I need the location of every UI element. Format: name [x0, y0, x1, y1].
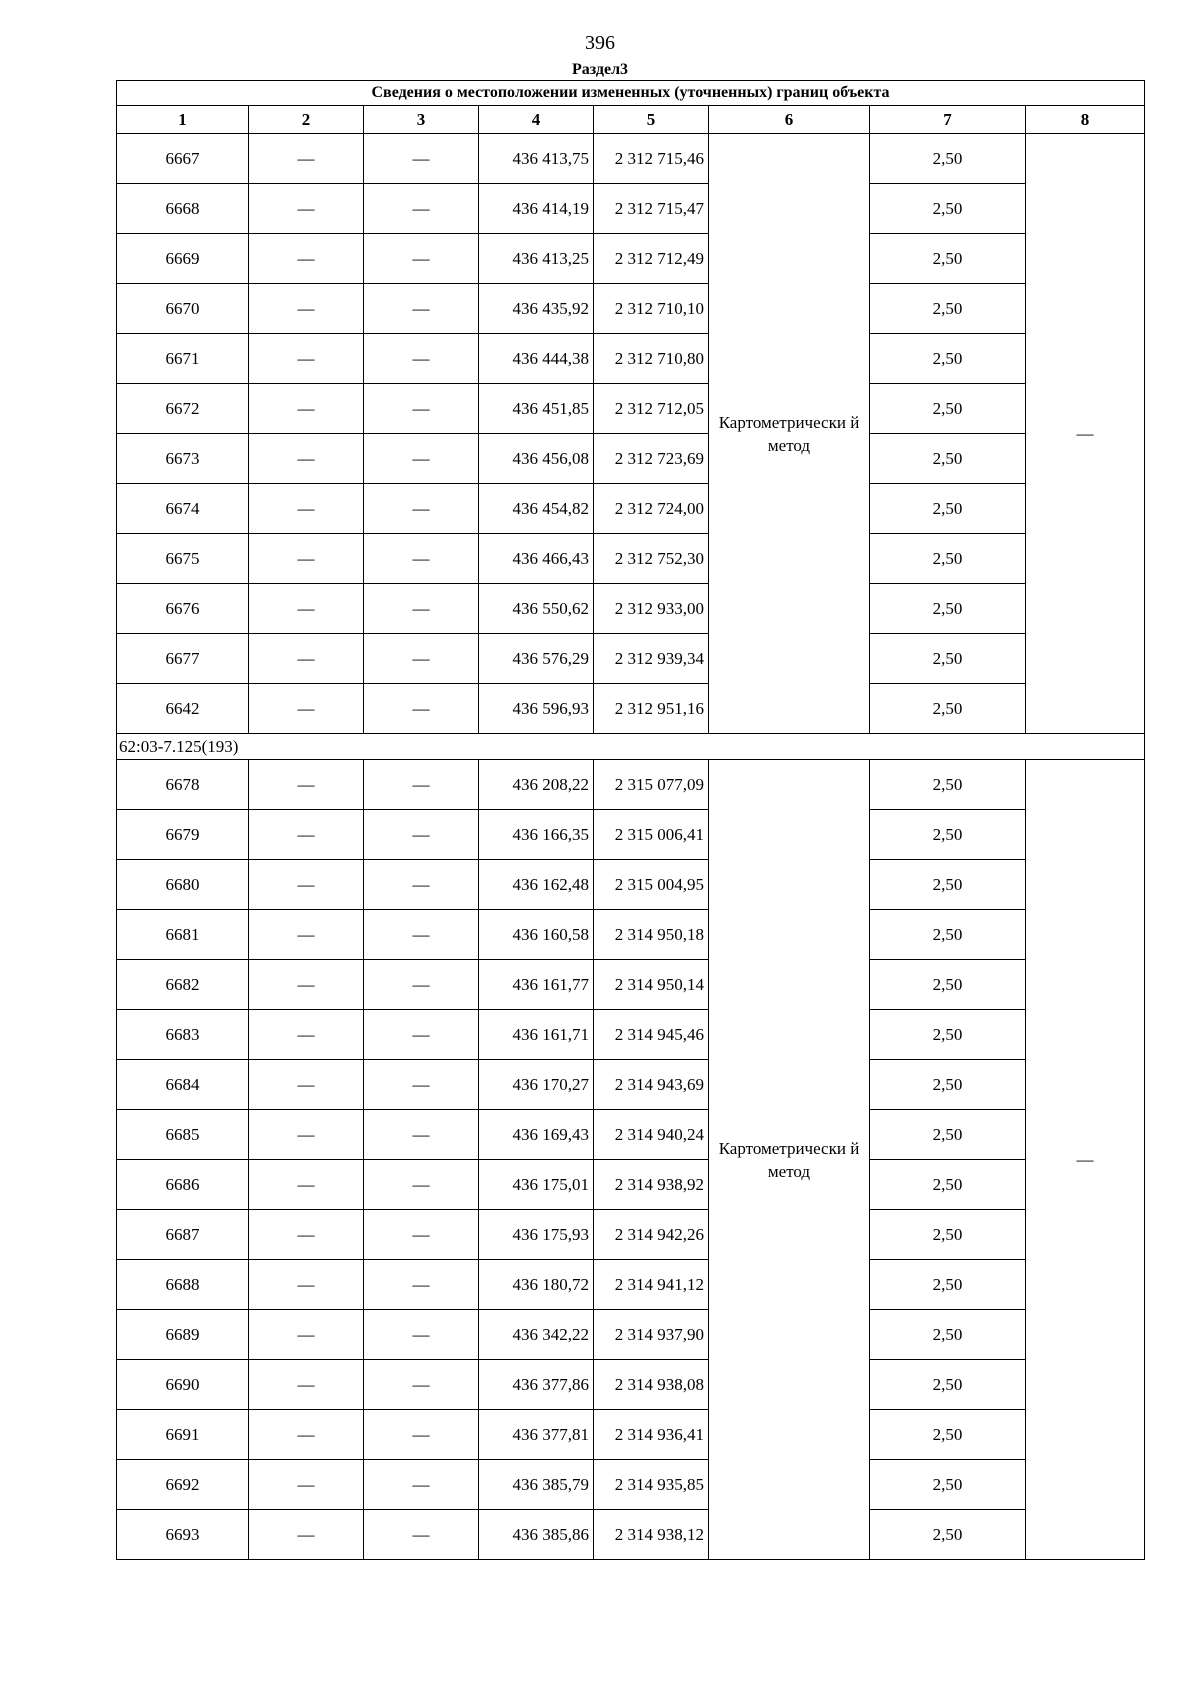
- parcel-label: 62:03-7.125(193): [117, 734, 1145, 760]
- point-number-cell: 6691: [117, 1410, 249, 1460]
- x-coordinate-cell: 436 451,85: [479, 384, 594, 434]
- accuracy-cell: 2,50: [870, 1310, 1026, 1360]
- column-2-cell: —: [249, 484, 364, 534]
- column-2-cell: —: [249, 1060, 364, 1110]
- x-coordinate-cell: 436 596,93: [479, 684, 594, 734]
- accuracy-cell: 2,50: [870, 910, 1026, 960]
- page-number: 396: [585, 32, 615, 54]
- x-coordinate-cell: 436 413,25: [479, 234, 594, 284]
- accuracy-cell: 2,50: [870, 1210, 1026, 1260]
- column-2-cell: —: [249, 434, 364, 484]
- accuracy-cell: 2,50: [870, 1410, 1026, 1460]
- accuracy-cell: 2,50: [870, 134, 1026, 184]
- y-coordinate-cell: 2 314 938,12: [594, 1510, 709, 1560]
- column-2-cell: —: [249, 1110, 364, 1160]
- column-2-cell: —: [249, 1160, 364, 1210]
- column-2-cell: —: [249, 1410, 364, 1460]
- table-row: [117, 1510, 1145, 1560]
- column-3-cell: —: [364, 860, 479, 910]
- column-2-cell: —: [249, 810, 364, 860]
- column-3-cell: —: [364, 334, 479, 384]
- x-coordinate-cell: 436 166,35: [479, 810, 594, 860]
- y-coordinate-cell: 2 314 950,18: [594, 910, 709, 960]
- accuracy-cell: 2,50: [870, 284, 1026, 334]
- y-coordinate-cell: 2 314 938,92: [594, 1160, 709, 1210]
- point-number-cell: 6686: [117, 1160, 249, 1210]
- accuracy-cell: 2,50: [870, 484, 1026, 534]
- table-body: [117, 81, 1145, 1560]
- table-row: [117, 810, 1145, 860]
- y-coordinate-cell: 2 315 004,95: [594, 860, 709, 910]
- y-coordinate-cell: 2 314 936,41: [594, 1410, 709, 1460]
- x-coordinate-cell: 436 576,29: [479, 634, 594, 684]
- y-coordinate-cell: 2 314 941,12: [594, 1260, 709, 1310]
- y-coordinate-cell: 2 312 933,00: [594, 584, 709, 634]
- table-caption-row: [117, 81, 1145, 106]
- column-number: 4: [479, 106, 594, 134]
- point-number-cell: 6693: [117, 1510, 249, 1560]
- point-number-cell: 6684: [117, 1060, 249, 1110]
- x-coordinate-cell: 436 377,81: [479, 1410, 594, 1460]
- column-3-cell: —: [364, 1060, 479, 1110]
- accuracy-cell: 2,50: [870, 1160, 1026, 1210]
- column-2-cell: —: [249, 134, 364, 184]
- y-coordinate-cell: 2 314 935,85: [594, 1460, 709, 1510]
- x-coordinate-cell: 436 175,01: [479, 1160, 594, 1210]
- point-number-cell: 6679: [117, 810, 249, 860]
- x-coordinate-cell: 436 550,62: [479, 584, 594, 634]
- y-coordinate-cell: 2 314 942,26: [594, 1210, 709, 1260]
- accuracy-cell: 2,50: [870, 810, 1026, 860]
- column-3-cell: —: [364, 1010, 479, 1060]
- point-number-cell: 6672: [117, 384, 249, 434]
- column-number-row: [117, 106, 1145, 134]
- accuracy-cell: 2,50: [870, 584, 1026, 634]
- column-3-cell: —: [364, 384, 479, 434]
- accuracy-cell: 2,50: [870, 1510, 1026, 1560]
- y-coordinate-cell: 2 314 937,90: [594, 1310, 709, 1360]
- column-3-cell: —: [364, 634, 479, 684]
- point-number-cell: 6677: [117, 634, 249, 684]
- y-coordinate-cell: 2 312 715,46: [594, 134, 709, 184]
- column-3-cell: —: [364, 534, 479, 584]
- y-coordinate-cell: 2 312 752,30: [594, 534, 709, 584]
- y-coordinate-cell: 2 312 724,00: [594, 484, 709, 534]
- table-row: [117, 860, 1145, 910]
- y-coordinate-cell: 2 314 940,24: [594, 1110, 709, 1160]
- point-number-cell: 6689: [117, 1310, 249, 1360]
- point-number-cell: 6671: [117, 334, 249, 384]
- x-coordinate-cell: 436 454,82: [479, 484, 594, 534]
- table-row: [117, 234, 1145, 284]
- x-coordinate-cell: 436 377,86: [479, 1360, 594, 1410]
- accuracy-cell: 2,50: [870, 334, 1026, 384]
- column-2-cell: —: [249, 960, 364, 1010]
- column-number: 6: [709, 106, 870, 134]
- accuracy-cell: 2,50: [870, 1260, 1026, 1310]
- column-number: 3: [364, 106, 479, 134]
- x-coordinate-cell: 436 385,86: [479, 1510, 594, 1560]
- column-3-cell: —: [364, 184, 479, 234]
- column-3-cell: —: [364, 284, 479, 334]
- accuracy-cell: 2,50: [870, 1110, 1026, 1160]
- column-number: 2: [249, 106, 364, 134]
- column-3-cell: —: [364, 960, 479, 1010]
- x-coordinate-cell: 436 162,48: [479, 860, 594, 910]
- y-coordinate-cell: 2 312 951,16: [594, 684, 709, 734]
- x-coordinate-cell: 436 444,38: [479, 334, 594, 384]
- accuracy-cell: 2,50: [870, 184, 1026, 234]
- table-row: [117, 284, 1145, 334]
- x-coordinate-cell: 436 456,08: [479, 434, 594, 484]
- accuracy-cell: 2,50: [870, 384, 1026, 434]
- table-row: [117, 760, 1145, 810]
- table-row: [117, 584, 1145, 634]
- section-title: Раздел3: [571, 61, 629, 78]
- column-3-cell: —: [364, 1510, 479, 1560]
- column-2-cell: —: [249, 1510, 364, 1560]
- column-3-cell: —: [364, 1110, 479, 1160]
- x-coordinate-cell: 436 342,22: [479, 1310, 594, 1360]
- x-coordinate-cell: 436 435,92: [479, 284, 594, 334]
- point-number-cell: 6690: [117, 1360, 249, 1410]
- table-row: [117, 1260, 1145, 1310]
- table-row: [117, 960, 1145, 1010]
- column-2-cell: —: [249, 860, 364, 910]
- x-coordinate-cell: 436 466,43: [479, 534, 594, 584]
- column-2-cell: —: [249, 910, 364, 960]
- point-number-cell: 6687: [117, 1210, 249, 1260]
- table-row: [117, 910, 1145, 960]
- accuracy-cell: 2,50: [870, 1010, 1026, 1060]
- table-row: [117, 434, 1145, 484]
- point-number-cell: 6670: [117, 284, 249, 334]
- point-number-cell: 6642: [117, 684, 249, 734]
- x-coordinate-cell: 436 175,93: [479, 1210, 594, 1260]
- point-number-cell: 6683: [117, 1010, 249, 1060]
- table-row: [117, 534, 1145, 584]
- point-number-cell: 6669: [117, 234, 249, 284]
- column-3-cell: —: [364, 760, 479, 810]
- table-row: [117, 184, 1145, 234]
- table-row: [117, 1010, 1145, 1060]
- column-8-cell: —: [1026, 760, 1145, 1560]
- y-coordinate-cell: 2 312 723,69: [594, 434, 709, 484]
- x-coordinate-cell: 436 413,75: [479, 134, 594, 184]
- x-coordinate-cell: 436 414,19: [479, 184, 594, 234]
- column-3-cell: —: [364, 1210, 479, 1260]
- point-number-cell: 6685: [117, 1110, 249, 1160]
- column-2-cell: —: [249, 234, 364, 284]
- column-number: 1: [117, 106, 249, 134]
- column-3-cell: —: [364, 234, 479, 284]
- column-2-cell: —: [249, 334, 364, 384]
- x-coordinate-cell: 436 160,58: [479, 910, 594, 960]
- y-coordinate-cell: 2 315 077,09: [594, 760, 709, 810]
- point-number-cell: 6674: [117, 484, 249, 534]
- table-row: [117, 634, 1145, 684]
- column-2-cell: —: [249, 584, 364, 634]
- column-2-cell: —: [249, 1310, 364, 1360]
- table-row: [117, 1460, 1145, 1510]
- accuracy-cell: 2,50: [870, 760, 1026, 810]
- point-number-cell: 6681: [117, 910, 249, 960]
- y-coordinate-cell: 2 312 712,49: [594, 234, 709, 284]
- accuracy-cell: 2,50: [870, 1060, 1026, 1110]
- y-coordinate-cell: 2 312 712,05: [594, 384, 709, 434]
- point-number-cell: 6667: [117, 134, 249, 184]
- column-3-cell: —: [364, 584, 479, 634]
- x-coordinate-cell: 436 180,72: [479, 1260, 594, 1310]
- table-row: [117, 1410, 1145, 1460]
- accuracy-cell: 2,50: [870, 860, 1026, 910]
- point-number-cell: 6673: [117, 434, 249, 484]
- column-3-cell: —: [364, 1310, 479, 1360]
- column-2-cell: —: [249, 1010, 364, 1060]
- column-3-cell: —: [364, 1360, 479, 1410]
- column-number: 5: [594, 106, 709, 134]
- table-row: [117, 1360, 1145, 1410]
- point-number-cell: 6682: [117, 960, 249, 1010]
- point-number-cell: 6668: [117, 184, 249, 234]
- point-number-cell: 6688: [117, 1260, 249, 1310]
- accuracy-cell: 2,50: [870, 1460, 1026, 1510]
- y-coordinate-cell: 2 314 945,46: [594, 1010, 709, 1060]
- accuracy-cell: 2,50: [870, 684, 1026, 734]
- column-2-cell: —: [249, 1210, 364, 1260]
- table-caption: Сведения о местоположении измененных (уточненных) границ объекта: [117, 81, 1145, 106]
- column-number: 7: [870, 106, 1026, 134]
- column-2-cell: —: [249, 634, 364, 684]
- column-2-cell: —: [249, 1360, 364, 1410]
- accuracy-cell: 2,50: [870, 534, 1026, 584]
- y-coordinate-cell: 2 312 710,10: [594, 284, 709, 334]
- table-row: [117, 1160, 1145, 1210]
- column-8-cell: —: [1026, 134, 1145, 734]
- column-3-cell: —: [364, 684, 479, 734]
- point-number-cell: 6676: [117, 584, 249, 634]
- column-number: 8: [1026, 106, 1145, 134]
- x-coordinate-cell: 436 208,22: [479, 760, 594, 810]
- y-coordinate-cell: 2 314 943,69: [594, 1060, 709, 1110]
- y-coordinate-cell: 2 314 950,14: [594, 960, 709, 1010]
- x-coordinate-cell: 436 169,43: [479, 1110, 594, 1160]
- column-2-cell: —: [249, 184, 364, 234]
- table-row: [117, 334, 1145, 384]
- column-2-cell: —: [249, 284, 364, 334]
- table-row: [117, 1110, 1145, 1160]
- accuracy-cell: 2,50: [870, 434, 1026, 484]
- accuracy-cell: 2,50: [870, 1360, 1026, 1410]
- table-row: [117, 1060, 1145, 1110]
- x-coordinate-cell: 436 161,71: [479, 1010, 594, 1060]
- x-coordinate-cell: 436 161,77: [479, 960, 594, 1010]
- column-2-cell: —: [249, 384, 364, 434]
- parcel-label-row: [117, 734, 1145, 760]
- accuracy-cell: 2,50: [870, 234, 1026, 284]
- point-number-cell: 6680: [117, 860, 249, 910]
- y-coordinate-cell: 2 314 938,08: [594, 1360, 709, 1410]
- column-3-cell: —: [364, 1260, 479, 1310]
- table-row: [117, 1210, 1145, 1260]
- point-number-cell: 6692: [117, 1460, 249, 1510]
- table-row: [117, 484, 1145, 534]
- column-3-cell: —: [364, 810, 479, 860]
- table-row: [117, 1310, 1145, 1360]
- y-coordinate-cell: 2 312 715,47: [594, 184, 709, 234]
- point-number-cell: 6675: [117, 534, 249, 584]
- table-row: [117, 384, 1145, 434]
- column-3-cell: —: [364, 484, 479, 534]
- method-cell: Картометрически й метод: [709, 134, 870, 734]
- y-coordinate-cell: 2 312 710,80: [594, 334, 709, 384]
- method-cell: Картометрически й метод: [709, 760, 870, 1560]
- column-2-cell: —: [249, 1460, 364, 1510]
- accuracy-cell: 2,50: [870, 960, 1026, 1010]
- point-number-cell: 6678: [117, 760, 249, 810]
- y-coordinate-cell: 2 312 939,34: [594, 634, 709, 684]
- column-3-cell: —: [364, 1410, 479, 1460]
- x-coordinate-cell: 436 385,79: [479, 1460, 594, 1510]
- table-row: [117, 134, 1145, 184]
- column-3-cell: —: [364, 434, 479, 484]
- accuracy-cell: 2,50: [870, 634, 1026, 684]
- column-2-cell: —: [249, 684, 364, 734]
- column-2-cell: —: [249, 534, 364, 584]
- column-2-cell: —: [249, 760, 364, 810]
- boundary-coordinates-table: [116, 80, 1145, 1560]
- y-coordinate-cell: 2 315 006,41: [594, 810, 709, 860]
- table-row: [117, 684, 1145, 734]
- x-coordinate-cell: 436 170,27: [479, 1060, 594, 1110]
- column-3-cell: —: [364, 1460, 479, 1510]
- column-2-cell: —: [249, 1260, 364, 1310]
- column-3-cell: —: [364, 134, 479, 184]
- column-3-cell: —: [364, 910, 479, 960]
- column-3-cell: —: [364, 1160, 479, 1210]
